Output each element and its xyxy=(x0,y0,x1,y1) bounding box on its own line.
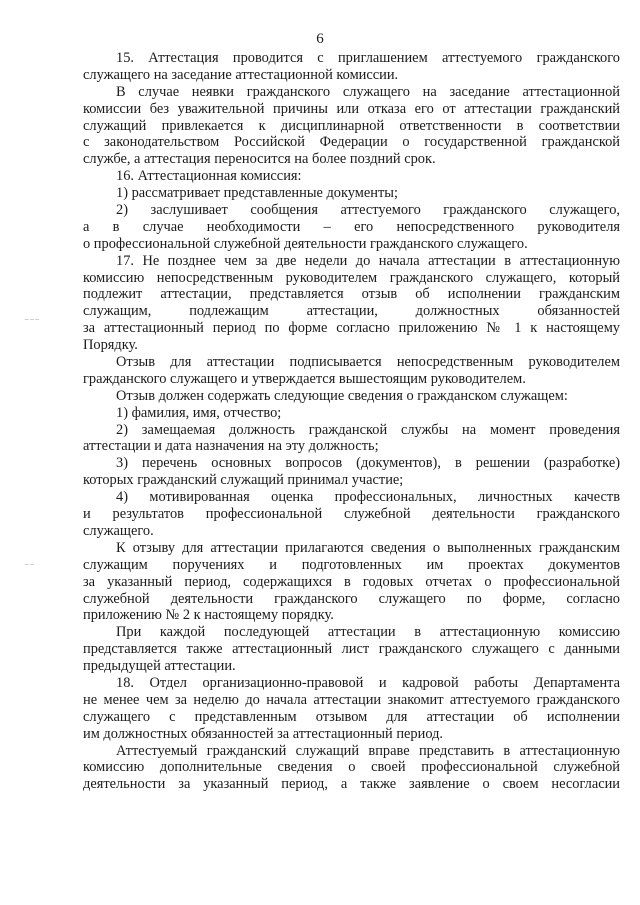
text-line: им должностных обязанностей за аттестационный период. xyxy=(83,725,444,742)
text-line: 3) перечень основных вопросов (документов), в решении (разработке) xyxy=(116,455,620,472)
text-line: с законодательством Российской Федерации о государственной гражданской xyxy=(83,134,620,151)
text-line: гражданского служащего и утверждается вышестоящим руководителем. xyxy=(83,370,526,387)
text-line: которых гражданский служащий принимал участие; xyxy=(83,472,404,489)
text-line: служащим, подлежащим аттестации, должностных обязанностей xyxy=(83,303,620,320)
text-line: комиссию дополнительные сведения о своей профессиональной служебной xyxy=(83,759,620,776)
text-line: служебной деятельности гражданского служащего по форме, согласно xyxy=(83,590,620,607)
text-line: подлежит аттестации, представляется отзыв об исполнении гражданским xyxy=(83,286,620,303)
text-line: При каждой последующей аттестации в аттестационную комиссию xyxy=(116,624,620,641)
text-line: за аттестационный период по форме согласно приложению № 1 к настоящему xyxy=(83,320,620,337)
text-line: служащего на заседание аттестационной комиссии. xyxy=(83,66,399,83)
document-body xyxy=(83,50,620,793)
text-line: не менее чем за неделю до начала аттестации знакомит аттестуемого гражданского xyxy=(83,691,620,708)
text-line: служащий привлекается к дисциплинарной ответственности в соответствии xyxy=(83,117,620,134)
text-line: представляется также аттестационный лист гражданского служащего с данными xyxy=(83,641,620,658)
text-line: служащего с представленным отзывом для аттестации об исполнении xyxy=(83,708,620,725)
text-line: комиссии без уважительной причины или отказа его от аттестации гражданский xyxy=(83,100,620,117)
text-line: 2) заслушивает сообщения аттестуемого гражданского служащего, xyxy=(116,202,620,219)
text-line: служащего. xyxy=(83,522,154,539)
text-line: 1) фамилия, имя, отчество; xyxy=(116,404,282,421)
text-line: 1) рассматривает представленные документы; xyxy=(116,185,398,202)
text-line: К отзыву для аттестации прилагаются сведения о выполненных гражданским xyxy=(116,539,620,556)
text-line: 16. Аттестационная комиссия: xyxy=(116,168,302,185)
page-number: 6 xyxy=(316,31,324,47)
text-line: Порядку. xyxy=(83,337,138,354)
text-line: о профессиональной служебной деятельности гражданского служащего. xyxy=(83,235,528,252)
text-line: 4) мотивированная оценка профессиональных, личностных качеств xyxy=(116,489,620,506)
text-line: служащим поручениях и подготовленных им проектах документов xyxy=(83,556,620,573)
text-line: 18. Отдел организационно-правовой и кадровой работы Департамента xyxy=(116,674,620,691)
text-line: Отзыв должен содержать следующие сведения о гражданском служащем: xyxy=(116,387,568,404)
text-line: В случае неявки гражданского служащего на заседание аттестационной xyxy=(116,83,620,100)
text-line: аттестации и дата назначения на эту должность; xyxy=(83,438,379,455)
text-line: предыдущей аттестации. xyxy=(83,658,236,675)
text-line: службе, а аттестация переносится на более поздний срок. xyxy=(83,151,436,168)
margin-scan-mark: ⁻⁻ xyxy=(24,562,35,573)
text-line: деятельности за указанный период, а также заявление о своем несогласии xyxy=(83,776,620,793)
text-line: Аттестуемый гражданский служащий вправе представить в аттестационную xyxy=(116,742,620,759)
text-line: 17. Не позднее чем за две недели до начала аттестации в аттестационную xyxy=(116,252,620,269)
text-line: Отзыв для аттестации подписывается непосредственным руководителем xyxy=(116,354,620,371)
text-line: приложению № 2 к настоящему порядку. xyxy=(83,607,334,624)
text-line: комиссию непосредственным руководителем гражданского служащего, который xyxy=(83,269,620,286)
text-line: а в случае необходимости – его непосредственного руководителя xyxy=(83,218,620,235)
margin-scan-mark: ⁻⁻⁻ xyxy=(24,317,40,328)
text-line: 15. Аттестация проводится с приглашением аттестуемого гражданского xyxy=(116,50,620,66)
text-line: и результатов профессиональной служебной деятельности гражданского xyxy=(83,506,620,523)
text-line: за указанный период, содержащихся в годовых отчетах о профессиональной xyxy=(83,573,620,590)
text-line: 2) замещаемая должность гражданской службы на момент проведения xyxy=(116,421,620,438)
